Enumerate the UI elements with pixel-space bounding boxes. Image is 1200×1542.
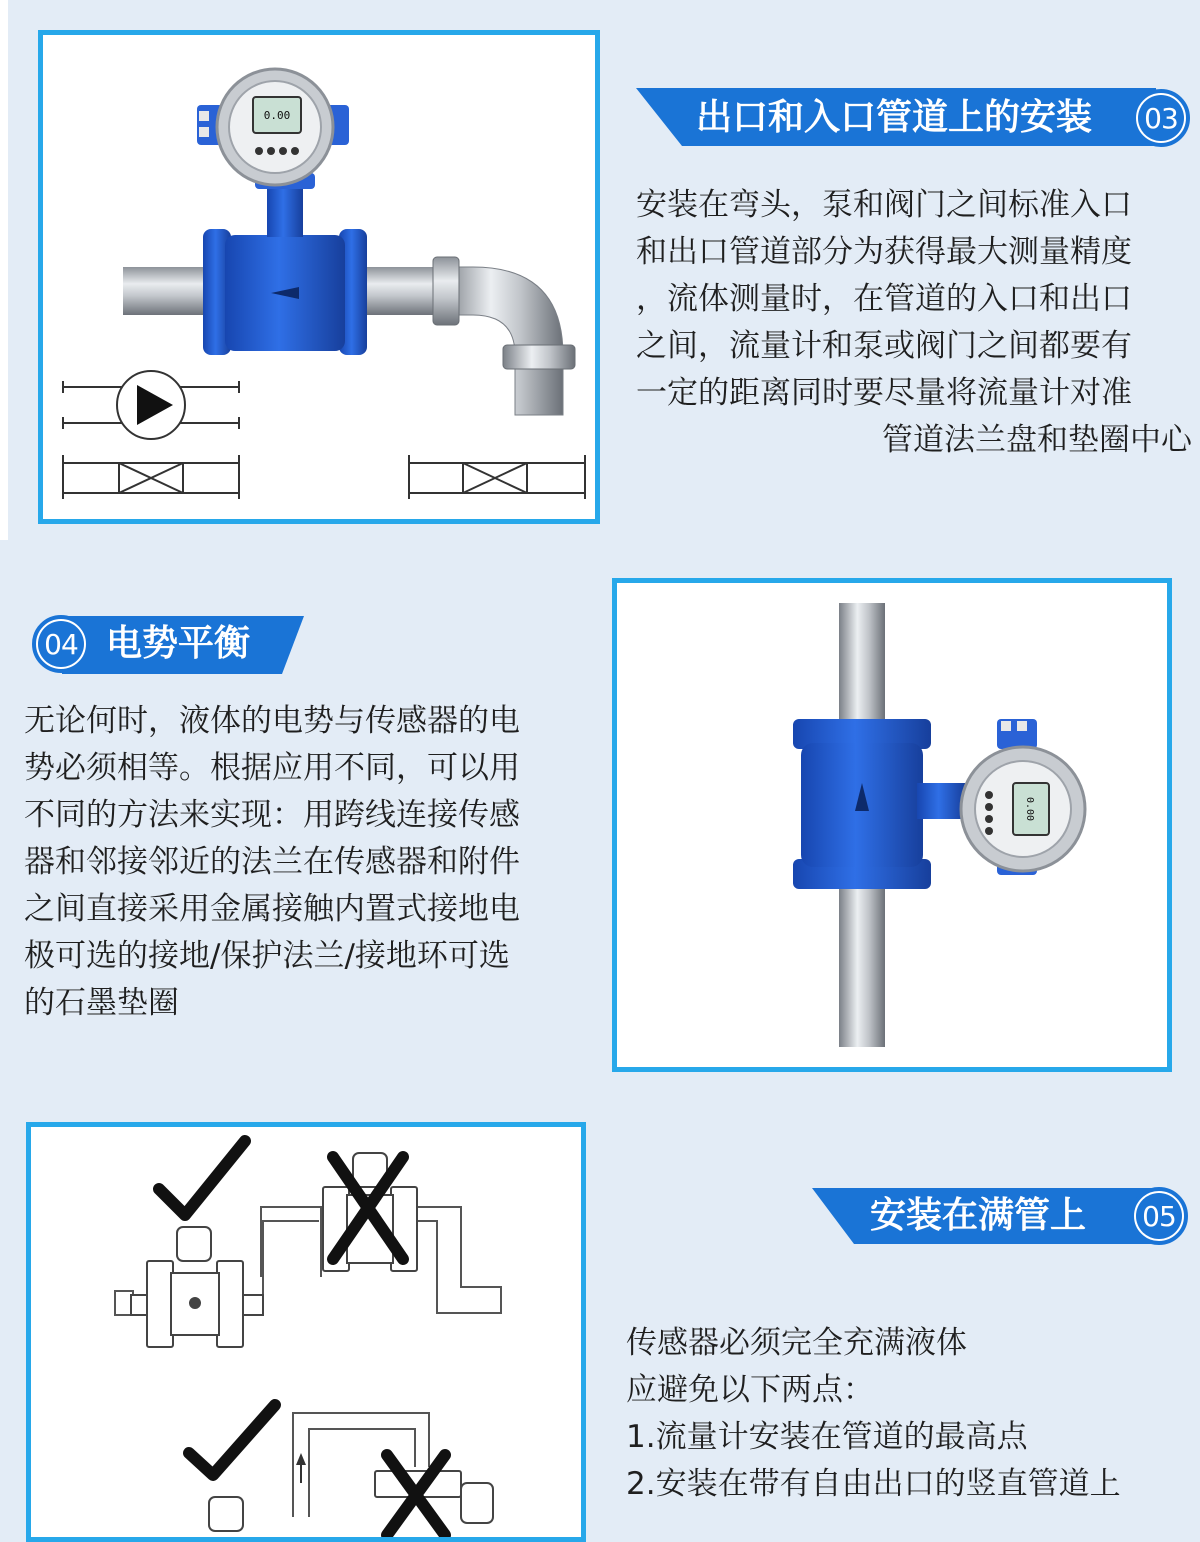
section3-line: 和出口管道部分为获得最大测量精度: [636, 234, 1132, 270]
section3-line: ，流体测量时，在管道的入口和出口: [636, 281, 1132, 317]
section3-banner: [636, 86, 1196, 150]
section4-line: 极可选的接地/保护法兰/接地环可选: [24, 938, 510, 974]
section3-line: 之间，流量计和泵或阀门之间都要有: [636, 328, 1132, 364]
section4-title: 电势平衡: [106, 623, 251, 664]
section4-line: 势必须相等。根据应用不同，可以用: [24, 750, 520, 786]
section5-line: 应避免以下两点：: [626, 1372, 874, 1408]
section4-line: 之间直接采用金属接触内置式接地电: [24, 891, 520, 927]
section5-line: 1.流量计安装在管道的最高点: [626, 1419, 1028, 1455]
pipe-elbow: [443, 267, 563, 415]
lcd-reading: 0.00: [1024, 796, 1035, 822]
left-white-strip: [0, 0, 8, 540]
section4-number-badge: 04: [32, 615, 90, 673]
valve-icon: [409, 455, 585, 499]
section3-title: 出口和入口管道上的安装: [696, 97, 1093, 138]
section3-line: 安装在弯头，泵和阀门之间标准入口: [636, 187, 1132, 223]
section4-line: 的石墨垫圈: [24, 985, 179, 1021]
section4-banner: [26, 612, 308, 676]
section5-text: [626, 1320, 1186, 1508]
section4-text: [24, 698, 594, 1027]
section5-number-badge: 05: [1130, 1187, 1188, 1245]
section5-line: 2.安装在带有自由出口的竖直管道上: [626, 1466, 1121, 1502]
section3-line: 管道法兰盘和垫圈中心: [882, 422, 1192, 458]
section5-line: 传感器必须完全充满液体: [626, 1325, 967, 1361]
full-pipe-install-diagram: [26, 1122, 586, 1542]
potential-equalization-image: [612, 578, 1172, 1072]
check-mark-icon: [159, 1141, 245, 1215]
section4-line: 不同的方法来实现：用跨线连接传感: [24, 797, 520, 833]
pump-icon: [63, 371, 239, 439]
section5-banner: [812, 1186, 1196, 1248]
section4-line: 器和邻接邻近的法兰在传感器和附件: [24, 844, 520, 880]
check-mark-icon: [189, 1405, 275, 1475]
section5-title: 安装在满管上: [870, 1195, 1087, 1236]
section3-line: 一定的距离同时要尽量将流量计对准: [636, 375, 1132, 411]
flowmeter-symbol: [131, 1227, 263, 1347]
valve-icon: [63, 455, 239, 499]
lcd-reading: 0.00: [263, 109, 291, 122]
flowmeter-symbol: [209, 1497, 243, 1531]
section4-line: 无论何时，液体的电势与传感器的电: [24, 703, 520, 739]
install-inlet-outlet-image: [38, 30, 600, 524]
section3-text: [636, 182, 1192, 464]
section3-number-badge: 03: [1132, 89, 1190, 147]
